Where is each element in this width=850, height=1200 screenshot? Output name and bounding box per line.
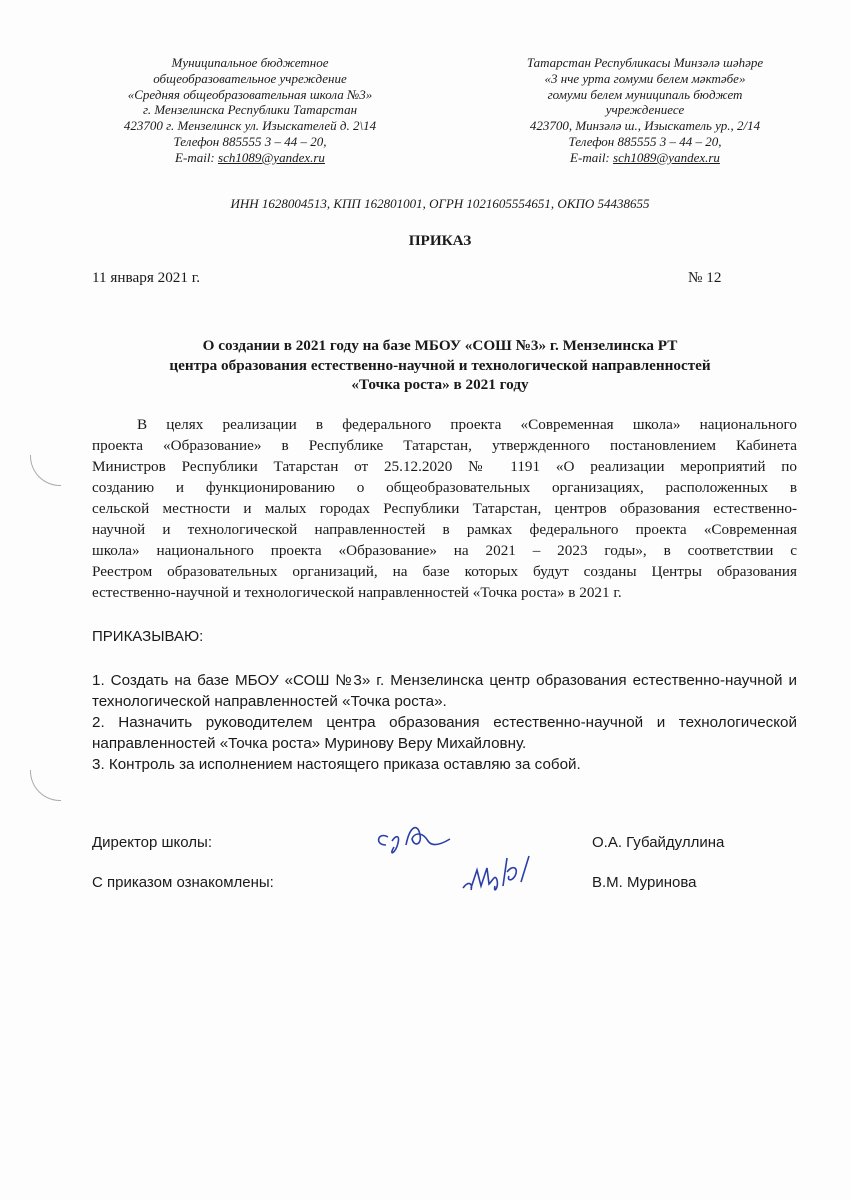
document-type: ПРИКАЗ (408, 232, 472, 249)
acknowledged-label: С приказом ознакомлены: (92, 874, 274, 891)
director-signature (370, 815, 460, 860)
email-label: E-mail: (570, 149, 614, 165)
header-line: Телефон 885555 3 – 44 – 20, (568, 133, 722, 149)
order-item-line: 3. Контроль за исполнением настоящего приказа оставляю за собой. (92, 756, 581, 773)
body-line: сельской местности и малых городах Республики Татарстан, центров образования естественно- (92, 500, 797, 517)
header-line: гомуми белем муниципаль бюджет (547, 86, 743, 102)
title-line: «Точка роста» в 2021 году (351, 376, 529, 393)
order-item-line: 2. Назначить руководителем центра образования естественно-научной и технологической (92, 714, 797, 731)
header-line: 423700, Минзәлә ш., Изыскатель ур., 2/14 (529, 118, 761, 134)
director-label: Директор школы: (92, 834, 212, 851)
header-line: общеобразовательное учреждение (153, 70, 347, 86)
order-item-line: технологической направленностей «Точка роста». (92, 693, 447, 710)
order-item-line: направленностей «Точка роста» Муринову Веру Михайловну. (92, 735, 527, 752)
body-line: Реестром образовательных организаций, на базе которых будут созданы Центры образования (92, 563, 797, 580)
document-title (0, 336, 850, 395)
header-line: учреждениесе (605, 102, 685, 118)
header-line: «Средняя общеобразовательная школа №3» (127, 86, 373, 102)
email-label: E-mail: (175, 149, 219, 165)
order-heading: ПРИКАЗЫВАЮ: (92, 628, 204, 645)
document-date: 11 января 2021 г. (92, 269, 201, 286)
punch-hole-mark (30, 455, 61, 486)
title-line: О создании в 2021 году на базе МБОУ «СОШ №3» г. Мензелинска РТ (202, 337, 678, 354)
order-item-line: 1. Создать на базе МБОУ «СОШ №3» г. Мензелинска центр образования естественно-научной и (92, 672, 797, 689)
requisites: ИНН 1628004513, КПП 162801001, ОГРН 1021605554651, ОКПО 54438655 (230, 196, 650, 211)
header-right (480, 55, 810, 166)
header-line: Телефон 885555 3 – 44 – 20, (173, 133, 327, 149)
acknowledged-name: В.М. Муринова (592, 874, 697, 891)
header-line: г. Мензелинска Республики Татарстан (142, 102, 358, 118)
body-line: научной и технологической направленностей в рамках федерального проекта «Современная (92, 521, 797, 538)
header-line: 423700 г. Мензелинск ул. Изыскателей д. 2\14 (123, 118, 377, 134)
document-number: № 12 (688, 269, 722, 286)
email-link[interactable]: sch1089@yandex.ru (613, 149, 720, 165)
email-link[interactable]: sch1089@yandex.ru (218, 149, 325, 165)
header-line: «3 нче урта гомуми белем мәктәбе» (544, 70, 746, 86)
acknowledged-signature (455, 850, 545, 900)
header-line: Муниципальное бюджетное (171, 55, 329, 70)
director-name: О.А. Губайдуллина (592, 834, 725, 851)
body-line: созданию и функционированию о общеобразовательных организациях, расположенных в (92, 479, 797, 496)
body-line: школа» национального проекта «Образование» на 2021 – 2023 годы», в соответствии с (92, 542, 797, 559)
body-line: В целях реализации в федерального проекта «Современная школа» национального (137, 416, 797, 433)
title-line: центра образования естественно-научной и технологической направленностей (169, 356, 711, 374)
punch-hole-mark (30, 770, 61, 801)
body-line: Министров Республики Татарстан от 25.12.2020 № 1191 «О реализации мероприятий по (92, 458, 797, 475)
body-line: естественно-научной и технологической направленностей «Точка роста» в 2021 г. (92, 584, 622, 601)
body-line: проекта «Образование» в Республике Татарстан, утвержденного постановлением Кабинета (92, 437, 797, 454)
header-left (85, 55, 415, 166)
header-line: Татарстан Республикасы Минзәлә шәһәре (526, 55, 764, 70)
